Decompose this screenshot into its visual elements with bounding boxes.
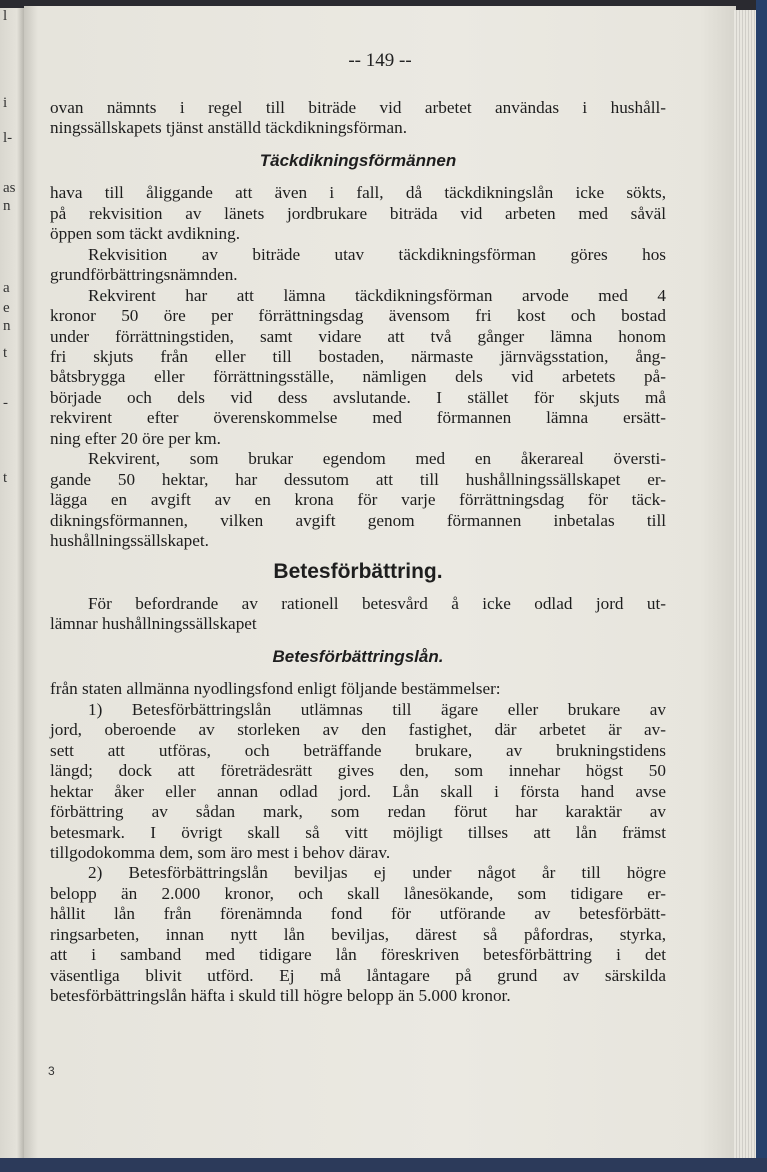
previous-page-fragment: e	[3, 300, 10, 316]
text-line: att i samband med tidigare lån föreskriven betesförbättring i det	[50, 945, 666, 965]
text-line: från staten allmänna nyodlingsfond enligt följande bestämmelser:	[50, 679, 501, 699]
text-line: hushållningssällskapet.	[50, 531, 209, 551]
text-line: betesmark. I övrigt skall så vitt möjligt tillses att lån främst	[50, 822, 666, 842]
text-line: öppen som täckt avdikning.	[50, 224, 240, 244]
previous-page-fragment: l	[3, 8, 8, 24]
book-page	[24, 6, 736, 1158]
text-line: dikningsförmannen, vilken avgift genom förmannen inbetalas till	[50, 510, 666, 530]
text-line: längd; dock att företrädesrätt gives den, som innehar högst 50	[50, 761, 666, 781]
previous-page-fragment: n	[3, 318, 11, 334]
text-line: Rekvisition av biträde utav täckdikningsförman göres hos	[88, 244, 666, 264]
text-line: belopp än 2.000 kronor, och skall lånesökande, som tidigare er-	[50, 883, 666, 903]
text-line: hållit lån från förenämnda fond för utförande av betesförbätt-	[50, 904, 666, 924]
text-line: ringsarbeten, innan nytt lån beviljas, därest så påfordras, styrka,	[50, 924, 666, 944]
text-line: tillgodokomma dem, som äro mest i behov därav.	[50, 842, 391, 862]
text-line: Rekvirent, som brukar egendom med en åkerareal översti-	[88, 449, 666, 469]
book-cover-bottom	[0, 1158, 767, 1172]
text-line: förbättring av sådan mark, som redan förut har karaktär av	[50, 802, 666, 822]
text-line: Rekvirent har att lämna täckdikningsförman arvode med 4	[88, 285, 666, 305]
text-line: båtsbrygga eller förrättningsställe, nämligen dels vid arbetets på-	[50, 367, 666, 387]
previous-page-fragment: t	[3, 345, 8, 361]
text-line: på rekvisition av länets jordbrukare biträda vid arbeten med såväl	[50, 203, 666, 223]
text-line: För befordrande av rationell betesvård å icke odlad jord ut-	[88, 593, 666, 613]
previous-page-fragment: -	[3, 395, 8, 411]
text-line: lämnar hushållningssällskapet	[50, 614, 257, 634]
text-line: ningssällskapets tjänst anställd täckdikningsförman.	[50, 118, 408, 138]
section-heading: Täckdikningsförmännen	[259, 150, 457, 170]
text-line: jord, oberoende av storleken av den fastighet, där arbetet är av-	[50, 720, 666, 740]
text-line: betesförbättringslån häfta i skuld till högre belopp än 5.000 kronor.	[50, 986, 511, 1006]
text-line: ning efter 20 öre per km.	[50, 428, 221, 448]
text-line: hektar åker eller annan odlad jord. Lån skall i första hand avse	[50, 781, 666, 801]
text-line: 1) Betesförbättringslån utlämnas till ägare eller brukare av	[88, 699, 666, 719]
text-line: rekvirent efter överenskommelse med förmannen lämna ersätt-	[50, 408, 666, 428]
section-heading: Betesförbättring.	[273, 559, 443, 583]
text-line: grundförbättringsnämnden.	[50, 265, 238, 285]
text-line: hava till åliggande att även i fall, då täckdikningslån icke sökts,	[50, 183, 666, 203]
previous-page-fragment: n	[3, 198, 11, 214]
section-heading: Betesförbättringslån.	[272, 646, 444, 666]
page-body	[50, 98, 666, 1007]
text-line: under förrättningstiden, samt vidare att två gånger lämna honom	[50, 326, 666, 346]
previous-page-fragment: l-	[3, 130, 13, 146]
previous-page-edge	[0, 8, 24, 1158]
text-line: lägga en avgift av en krona för varje förrättningsdag för täck-	[50, 490, 666, 510]
page-edges	[734, 10, 758, 1160]
text-line: ovan nämnts i regel till biträde vid arbetet användas i hushåll-	[50, 98, 666, 117]
previous-page-fragment: i	[3, 95, 8, 111]
previous-page-fragment: a	[3, 280, 10, 296]
text-line: 2) Betesförbättringslån beviljas ej under något år till högre	[88, 863, 666, 883]
text-line: gande 50 hektar, har dessutom att till hushållningssällskapet er-	[50, 469, 666, 489]
text-line: sett att utföras, och beträffande brukare, av brukningstidens	[50, 740, 666, 760]
text-line: fri skjuts från eller till bostaden, närmaste järnvägsstation, ång-	[50, 346, 666, 366]
signature-mark: 3	[48, 1064, 55, 1078]
previous-page-fragment: t	[3, 470, 8, 486]
text-line: väsentliga blivit utförd. Ej må låntagare på grund av särskilda	[50, 965, 666, 985]
text-line: började och dels vid dess avslutande. I stället för skjuts må	[50, 387, 666, 407]
book-cover	[756, 0, 767, 1172]
previous-page-fragment: as	[3, 180, 16, 196]
text-line: kronor 50 öre per förrättningsdag ävensom fri kost och bostad	[50, 306, 666, 326]
page-number: -- 149 --	[348, 50, 412, 71]
